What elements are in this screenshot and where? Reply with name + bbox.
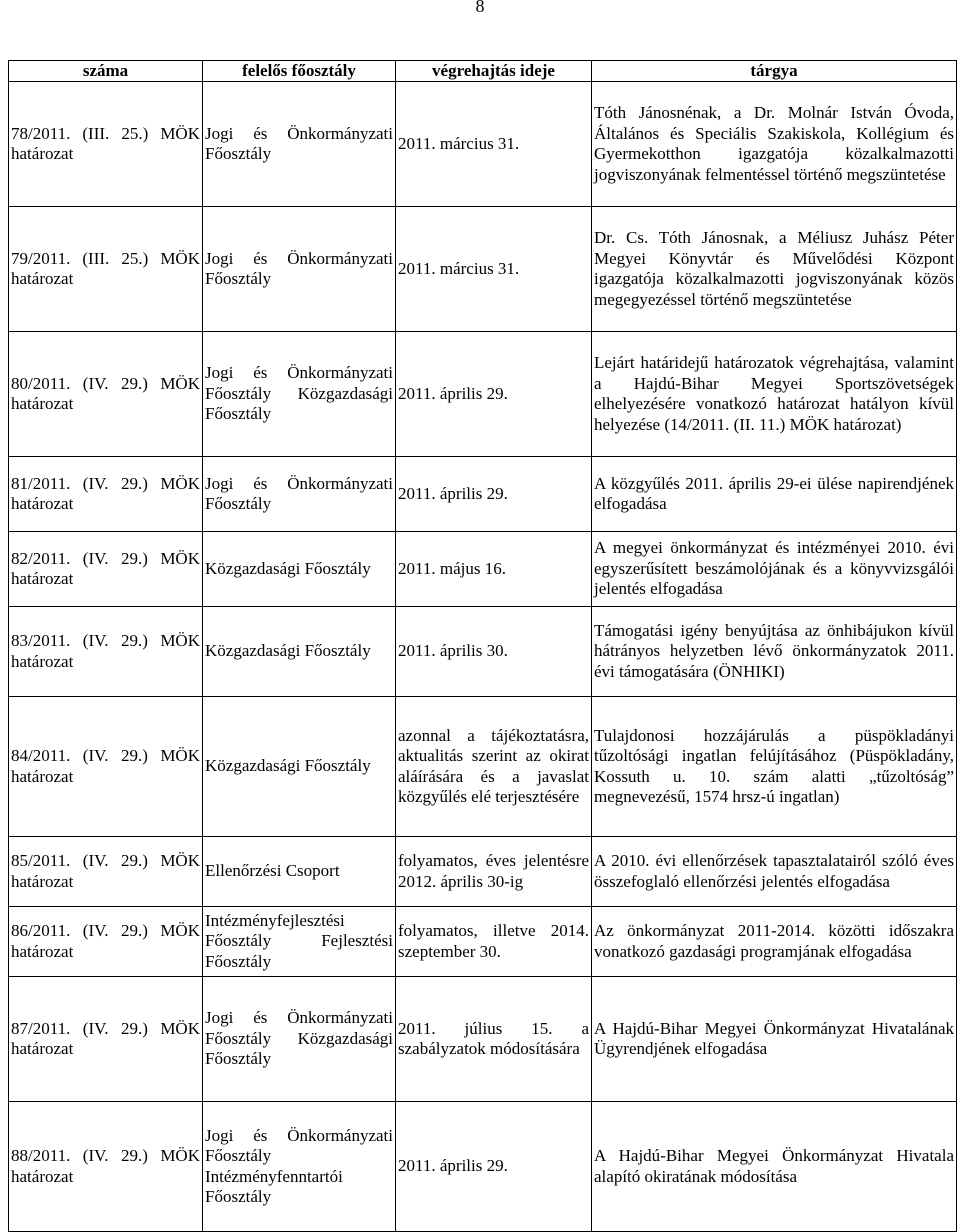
table-row (9, 837, 957, 907)
table-row (9, 977, 957, 1102)
cell-number: 88/2011. (IV. 29.) MÖK határozat (9, 1102, 203, 1232)
cell-deadline: 2011. április 29. (396, 332, 592, 457)
cell-department: Jogi és Önkormányzati Főosztály (203, 82, 396, 207)
cell-deadline: 2011. április 29. (396, 457, 592, 532)
table-row (9, 207, 957, 332)
table-row (9, 907, 957, 977)
cell-number: 79/2011. (III. 25.) MÖK határozat (9, 207, 203, 332)
cell-department: Közgazdasági Főosztály (203, 697, 396, 837)
cell-number: 78/2011. (III. 25.) MÖK határozat (9, 82, 203, 207)
cell-number: 80/2011. (IV. 29.) MÖK határozat (9, 332, 203, 457)
table-row (9, 697, 957, 837)
cell-number: 82/2011. (IV. 29.) MÖK határozat (9, 532, 203, 607)
cell-subject: A Hajdú-Bihar Megyei Önkormányzat Hivatala alapító okiratának módosítása (592, 1102, 957, 1232)
table-row (9, 532, 957, 607)
table-header-row (9, 61, 957, 82)
resolutions-table (8, 60, 957, 1232)
cell-subject: Tulajdonosi hozzájárulás a püspökladányi tűzoltósági ingatlan felújításához (Püspökladány, Kossuth u. 10. szám alatti „tűzoltóság” megnevezésű, 1574 hrsz-ú ingatlan) (592, 697, 957, 837)
cell-deadline: folyamatos, illetve 2014. szeptember 30. (396, 907, 592, 977)
cell-number: 84/2011. (IV. 29.) MÖK határozat (9, 697, 203, 837)
cell-number: 83/2011. (IV. 29.) MÖK határozat (9, 607, 203, 697)
header-number: száma (9, 61, 203, 82)
cell-number: 81/2011. (IV. 29.) MÖK határozat (9, 457, 203, 532)
cell-deadline: 2011. április 30. (396, 607, 592, 697)
table-row (9, 82, 957, 207)
cell-department: Közgazdasági Főosztály (203, 532, 396, 607)
cell-department: Jogi és Önkormányzati Főosztály (203, 207, 396, 332)
cell-department: Jogi és Önkormányzati Főosztály (203, 457, 396, 532)
cell-number: 86/2011. (IV. 29.) MÖK határozat (9, 907, 203, 977)
cell-subject: A közgyűlés 2011. április 29-ei ülése napirendjének elfogadása (592, 457, 957, 532)
cell-number: 87/2011. (IV. 29.) MÖK határozat (9, 977, 203, 1102)
cell-deadline: 2011. május 16. (396, 532, 592, 607)
table-row (9, 457, 957, 532)
table-row (9, 1102, 957, 1232)
cell-subject: A Hajdú-Bihar Megyei Önkormányzat Hivatalának Ügyrendjének elfogadása (592, 977, 957, 1102)
cell-department: Jogi és Önkormányzati Főosztály Közgazdasági Főosztály (203, 977, 396, 1102)
page-number: 8 (475, 0, 485, 16)
cell-subject: Lejárt határidejű határozatok végrehajtása, valamint a Hajdú-Bihar Megyei Sportszövetségek elhelyezésére vonatkozó határozat hatályon kívül helyezése (14/2011. (II. 11.) MÖK határozat) (592, 332, 957, 457)
header-deadline: végrehajtás ideje (396, 61, 592, 82)
cell-subject: A 2010. évi ellenőrzések tapasztalatairól szóló éves összefoglaló ellenőrzési jelentés elfogadása (592, 837, 957, 907)
cell-deadline: azonnal a tájékoztatásra, aktualitás szerint az okirat aláírására és a javaslat közgyűlés elé terjesztésére (396, 697, 592, 837)
cell-deadline: folyamatos, éves jelentésre 2012. április 30-ig (396, 837, 592, 907)
cell-deadline: 2011. március 31. (396, 82, 592, 207)
cell-subject: Támogatási igény benyújtása az önhibájukon kívül hátrányos helyzetben lévő önkormányzatok 2011. évi támogatására (ÖNHIKI) (592, 607, 957, 697)
cell-subject: A megyei önkormányzat és intézményei 2010. évi egyszerűsített beszámolójának és a könyvvizsgálói jelentés elfogadása (592, 532, 957, 607)
cell-deadline: 2011. március 31. (396, 207, 592, 332)
table-row (9, 607, 957, 697)
cell-number: 85/2011. (IV. 29.) MÖK határozat (9, 837, 203, 907)
cell-deadline: 2011. április 29. (396, 1102, 592, 1232)
cell-department: Jogi és Önkormányzati Főosztály Intézményfenntartói Főosztály (203, 1102, 396, 1232)
cell-department: Közgazdasági Főosztály (203, 607, 396, 697)
header-department: felelős főosztály (203, 61, 396, 82)
cell-department: Ellenőrzési Csoport (203, 837, 396, 907)
table-row (9, 332, 957, 457)
cell-department: Intézményfejlesztési Főosztály Fejlesztési Főosztály (203, 907, 396, 977)
cell-subject: Az önkormányzat 2011-2014. közötti időszakra vonatkozó gazdasági programjának elfogadása (592, 907, 957, 977)
cell-deadline: 2011. július 15. a szabályzatok módosítására (396, 977, 592, 1102)
cell-subject: Dr. Cs. Tóth Jánosnak, a Méliusz Juhász Péter Megyei Könyvtár és Művelődési Központ igazgatója közalkalmazotti jogviszonyának közös megegyezéssel történő megszüntetése (592, 207, 957, 332)
cell-subject: Tóth Jánosnénak, a Dr. Molnár István Óvoda, Általános és Speciális Szakiskola, Kollégium és Gyermekotthon igazgatója közalkalmazotti jogviszonyának felmentéssel történő megszüntetése (592, 82, 957, 207)
table-body (9, 82, 957, 1232)
header-subject: tárgya (592, 61, 957, 82)
cell-department: Jogi és Önkormányzati Főosztály Közgazdasági Főosztály (203, 332, 396, 457)
